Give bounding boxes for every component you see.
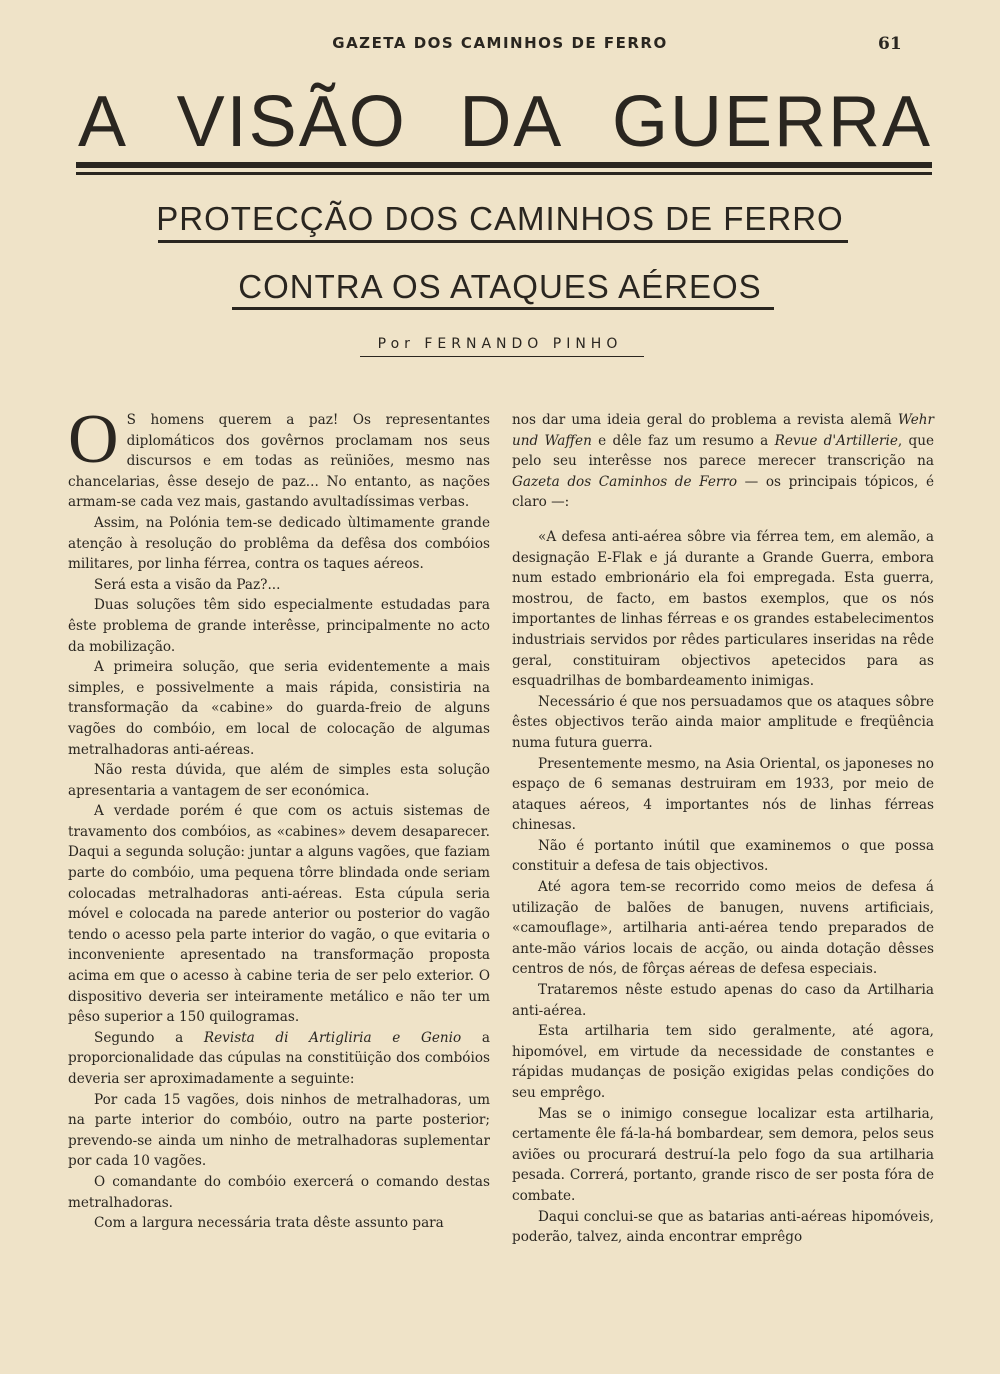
left-column bbox=[68, 401, 490, 1234]
article-title: A VISÃO DA GUERRA bbox=[78, 82, 932, 162]
running-header: GAZETA DOS CAMINHOS DE FERRO bbox=[332, 34, 668, 52]
subtitle-rule-1 bbox=[158, 240, 848, 243]
paragraph: Não resta dúvida, que além de simples esta solução apresentaria a vantagem de ser económica. bbox=[68, 762, 490, 799]
journal-title: Gazeta dos Caminhos de Ferro bbox=[512, 473, 738, 490]
text-run: Segundo a bbox=[94, 1029, 204, 1046]
paragraph bbox=[512, 410, 934, 513]
paragraph: Duas soluções têm sido especialmente estudadas para êste problema de grande interêsse, principalmente no acto da mobilização. bbox=[68, 597, 490, 655]
drop-cap: O bbox=[68, 401, 119, 478]
spacer bbox=[512, 513, 934, 527]
byline: Por FERNANDO PINHO bbox=[377, 336, 623, 352]
paragraph: Assim, na Polónia tem-se dedicado ùltimamente grande atenção à resolução do problêma da defêsa dos combóios militares, por linha férrea, contra os taques aéreos. bbox=[68, 514, 490, 573]
text-run: , que pelo seu interêsse nos parece merecer transcrição na bbox=[512, 432, 935, 470]
subtitle-line-2: CONTRA OS ATAQUES AÉREOS bbox=[238, 268, 762, 305]
paragraph: Até agora tem-se recorrido como meios de defesa á utilização de balões de banugen, nuvens artificiais, «camouflage», artilharia anti-aérea tendo preparados de ante-mão vários locais de acção, ou ainda dotação dêsses centros de nós, de fôrças aéreas de defesa especiais. bbox=[512, 879, 934, 978]
paragraph: Com a largura necessária trata dêste assunto para bbox=[94, 1215, 444, 1232]
paragraph: A verdade porém é que com os actuis sistemas de travamento dos combóios, as «cabines» devem desaparecer. Daqui a segunda solução: juntar a alguns vagões, que faziam parte do combóio, uma pequena tôrre blindada onde seriam colocadas metralhadoras anti-aéreas. Esta cúpula seria móvel e colocada na parede anterior ou posterior do vagão tendo o acesso pela parte interior do vagão, o que evitaria o inconveniente apresentado na transformação proposta acima em que o acesso à cabine teria de ser pelo exterior. O dispositivo deveria ser inteiramente metálico e não ter um pêso superior a 150 quilogramas. bbox=[68, 803, 490, 1026]
paragraph: A primeira solução, que seria evidentemente a mais simples, e possivelmente a mais rápida, consistiria na transformação da «cabine» do guarda-freio de alguns vagões do combóio, em local de colocação de algumas metralhadoras anti-aéreas. bbox=[68, 659, 490, 758]
paragraph: Por cada 15 vagões, dois ninhos de metralhadoras, um na parte interior do combóio, outro na parte posterior; prevendo-se ainda um ninho de metralhadoras suplementar por cada 10 vagões. bbox=[68, 1091, 490, 1170]
journal-title: Wehr und Waffen bbox=[512, 412, 934, 449]
paragraph: Não é portanto inútil que examinemos o que possa constituir a defesa de tais objectivos. bbox=[512, 837, 934, 875]
paragraph: «A defesa anti-aérea sôbre via férrea tem, em alemão, a designação E-Flak e já durante a Grande Guerra, embora num estado embrionário ela foi empregada. Esta guerra, mostrou, de facto, em bastos exemplos, que os nós importantes de linhas férreas e os grandes estabelecimentos industriais servidos por rêdes particulares inseridas na rêde geral, constituiram objectivos apetecidos para as esquadrilhas de bombardeamento inimigas. bbox=[512, 528, 934, 690]
page-number: 61 bbox=[878, 34, 902, 54]
title-rule-thick bbox=[76, 162, 932, 168]
text-run: nos dar uma ideia geral do problema a revista alemã bbox=[512, 412, 898, 428]
byline-rule bbox=[360, 356, 644, 357]
paragraph: Daqui conclui-se que as batarias anti-aéreas hipomóveis, poderão, talvez, ainda encontrar emprêgo bbox=[512, 1208, 934, 1246]
paragraph-text: S homens querem a paz! Os representantes diplomáticos dos govêrnos proclamam nos seus discursos e em todas as reüniões, mesmo nas chancelarias, êsse desejo de paz... No entanto, as nações armam-se cada vez mais, gastando avultadíssimas verbas. bbox=[68, 412, 490, 511]
paragraph bbox=[68, 401, 490, 513]
paragraph: Esta artilharia tem sido geralmente, até agora, hipomóvel, em virtude da necessidade de constantes e rápidas mudanças de posição exigidas pelas condições do seu emprêgo. bbox=[512, 1023, 934, 1101]
text-run: — os principais tópicos, é claro —: bbox=[512, 473, 934, 511]
paragraph: Será esta a visão da Paz?... bbox=[94, 576, 281, 593]
text-run: a proporcionalidade das cúpulas na constitüição dos combóios deveria ser aproximadamente a seguinte: bbox=[68, 1029, 490, 1087]
paragraph: Mas se o inimigo consegue localizar esta artilharia, certamente êle fá-la-há bombardear, sem demora, pelos seus aviões ou procurará destruí-la pelo fogo da sua artilharia pesada. Correrá, portanto, grande risco de ser posta fóra de combate. bbox=[512, 1105, 934, 1204]
right-column bbox=[512, 410, 934, 1248]
paragraph: Presentemente mesmo, na Asia Oriental, os japoneses no espaço de 6 semanas destruiram em 1933, por meio de ataques aéreos, 4 importantes nós de linhas férreas chinesas. bbox=[512, 755, 934, 834]
paragraph: Trataremos nêste estudo apenas do caso da Artilharia anti-aérea. bbox=[512, 982, 934, 1019]
text-run: e dêle faz um resumo a bbox=[591, 432, 775, 449]
journal-title: Revista di Artigliria e Genio bbox=[203, 1029, 462, 1046]
subtitle-line-1: PROTECÇÃO DOS CAMINHOS DE FERRO bbox=[156, 200, 844, 237]
journal-title: Revue d'Artillerie bbox=[774, 432, 898, 449]
paragraph bbox=[68, 1028, 490, 1090]
title-rule-thin bbox=[76, 172, 932, 175]
paragraph: Necessário é que nos persuadamos que os ataques sôbre êstes objectivos terão ainda maior amplitude e freqüência numa futura guerra. bbox=[512, 693, 934, 751]
subtitle-rule-2 bbox=[232, 307, 774, 310]
paragraph: O comandante do combóio exercerá o comando destas metralhadoras. bbox=[68, 1173, 490, 1211]
